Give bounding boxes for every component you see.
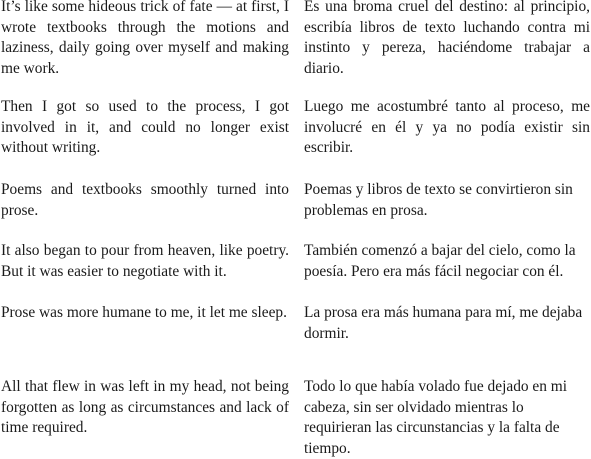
spanish-paragraph: Todo lo que había volado fue dejado en mi cabeza, sin ser olvidado mientras lo requirieran las circunstancias y la falta de tiempo. [304,378,568,457]
paragraph-row [0,377,591,459]
english-paragraph: Then I got so used to the process, I got involved in it, and could no longer exist without writing. [1,98,289,157]
spanish-paragraph: También comenzó a bajar del cielo, como la poesía. Pero era más fácil negociar con él. [304,242,576,280]
paragraph-row [0,241,591,282]
english-paragraph: Prose was more humane to me, it let me sleep. [1,304,287,321]
spanish-paragraph: Es una broma cruel del destino: al principio, escribía libros de texto luchando contra mi instinto y pereza, haciéndome trabajar a diario. [304,0,590,77]
english-paragraph: It’s like some hideous trick of fate — at first, I wrote textbooks through the motions and laziness, daily going over myself and making me work. [1,0,289,77]
spanish-paragraph: Luego me acostumbré tanto al proceso, me involucré en él y ya no podía existir sin escribir. [304,98,590,157]
paragraph-row [0,97,591,159]
spanish-paragraph: Poemas y libros de texto se convirtieron sin problemas en prosa. [304,181,573,219]
paragraph-row [0,180,591,221]
paragraph-row [0,303,591,344]
english-paragraph: It also began to pour from heaven, like poetry. But it was easier to negotiate with it. [1,242,289,280]
paragraph-row [0,0,591,79]
english-paragraph: All that flew in was left in my head, not being forgotten as long as circumstances and lack of time required. [1,378,289,437]
spanish-paragraph: La prosa era más humana para mí, me dejaba dormir. [304,304,583,342]
english-paragraph: Poems and textbooks smoothly turned into prose. [1,181,289,219]
